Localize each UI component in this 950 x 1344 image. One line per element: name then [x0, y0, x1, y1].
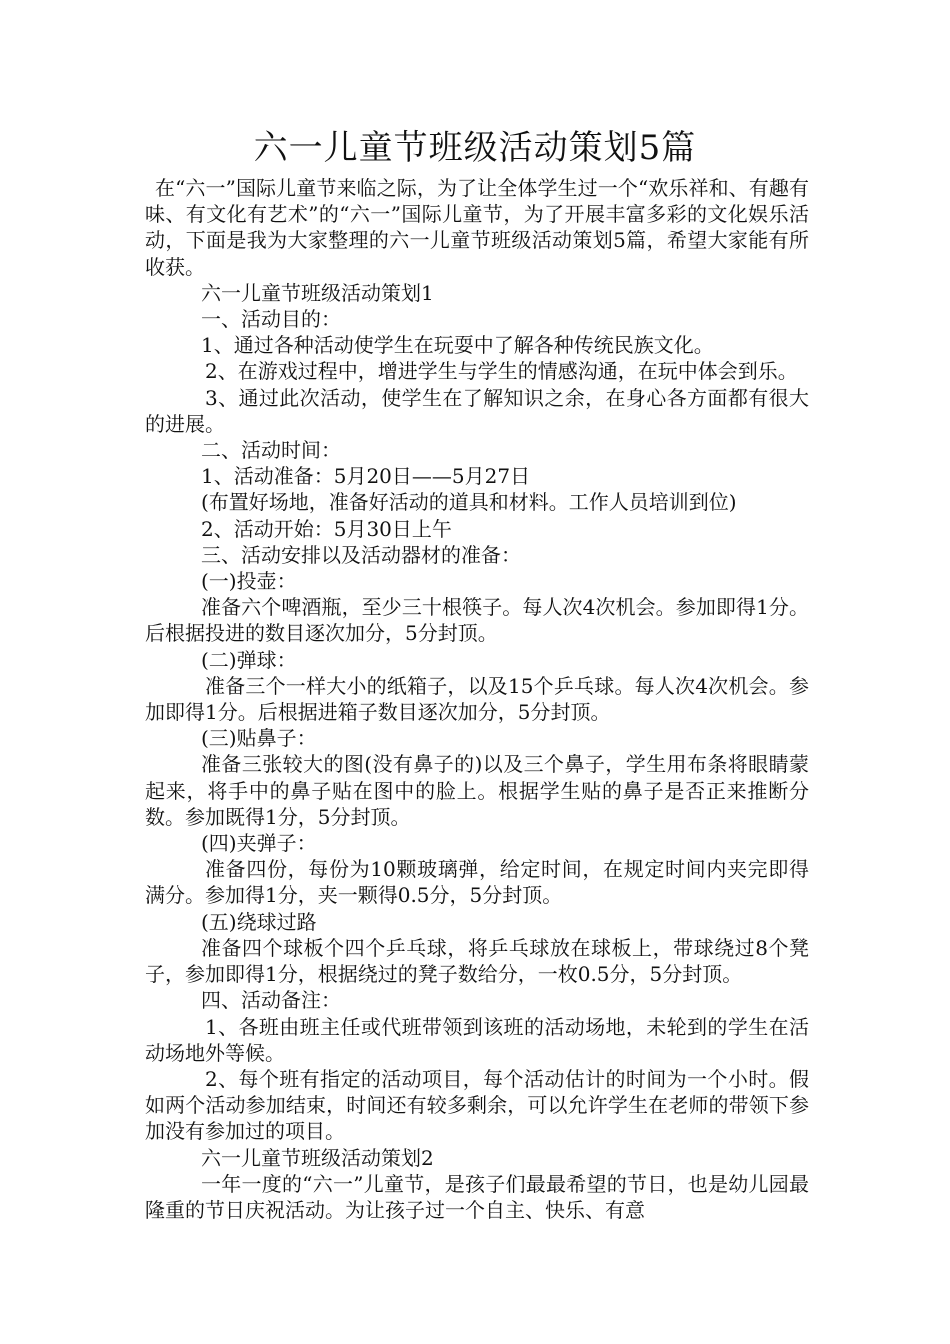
document-title: 六一儿童节班级活动策划5篇	[253, 128, 697, 168]
purpose-item-1: 1、通过各种活动使学生在玩耍中了解各种传统民族文化。	[201, 333, 714, 358]
section-heading-plan-2: 六一儿童节班级活动策划2	[201, 1145, 434, 1170]
jiadanzi-description: 准备四份，每份为10颗玻璃弹，给定时间，在规定时间内夹完即得满分。参加得1分，夹一颗得0.5分，5分封顶。	[145, 857, 809, 908]
subheading-jiadanzi: (四)夹弹子：	[201, 831, 317, 856]
purpose-item-2: 2、在游戏过程中，增进学生与学生的情感沟通，在玩中体会到乐。	[205, 359, 798, 384]
plan-2-intro: 一年一度的“六一”儿童节，是孩子们最最希望的节日，也是幼儿园最隆重的节日庆祝活动。为让孩子过一个自主、快乐、有意	[145, 1171, 809, 1222]
touhu-description: 准备六个啤酒瓶，至少三十根筷子。每人次4次机会。参加即得1分。后根据投进的数目逐次加分，5分封顶。	[145, 595, 809, 646]
document-body	[145, 175, 809, 1223]
subheading-touhu: (一)投壶：	[201, 569, 297, 594]
subheading-tiebizi: (三)贴鼻子：	[201, 726, 317, 751]
section-heading-plan-1: 六一儿童节班级活动策划1	[201, 280, 434, 305]
heading-activity-purpose: 一、活动目的：	[201, 307, 341, 332]
notes-item-1: 1、各班由班主任或代班带领到该班的活动场地，未轮到的学生在活动场地外等候。	[145, 1014, 809, 1065]
heading-activity-time: 二、活动时间：	[201, 438, 341, 463]
notes-item-2: 2、每个班有指定的活动项目，每个活动估计的时间为一个小时。假如两个活动参加结束，时间还有较多剩余，可以允许学生在老师的带领下参加没有参加过的项目。	[145, 1066, 809, 1144]
subheading-raoqiu: (五)绕球过路	[201, 909, 317, 934]
time-item-start: 2、活动开始：5月30日上午	[201, 516, 452, 541]
tiebizi-description: 准备三张较大的图(没有鼻子的)以及三个鼻子，学生用布条将眼睛蒙起来，将手中的鼻子贴在图中的脸上。根据学生贴的鼻子是否正来推断分数。参加既得1分，5分封顶。	[145, 752, 809, 829]
purpose-item-3: 3、通过此次活动，使学生在了解知识之余，在身心各方面都有很大的进展。	[145, 385, 809, 436]
heading-activity-notes: 四、活动备注：	[201, 988, 341, 1013]
time-item-preparation-note: (布置好场地，准备好活动的道具和材料。工作人员培训到位)	[201, 490, 737, 515]
heading-activity-arrangement: 三、活动安排以及活动器材的准备：	[201, 542, 521, 567]
intro-paragraph: 在“六一”国际儿童节来临之际，为了让全体学生过一个“欢乐祥和、有趣有味、有文化有艺术”的“六一”国际儿童节，为了开展丰富多彩的文化娱乐活动，下面是我为大家整理的六一儿童节班级活动策划5篇，希望大家能有所收获。	[145, 176, 809, 279]
time-item-preparation: 1、活动准备：5月20日——5月27日	[201, 464, 531, 489]
tanqiu-description: 准备三个一样大小的纸箱子，以及15个乒乓球。每人次4次机会。参加即得1分。后根据进箱子数目逐次加分，5分封顶。	[145, 673, 809, 725]
raoqiu-description: 准备四个球板个四个乒乓球，将乒乓球放在球板上，带球绕过8个凳子，参加即得1分，根据绕过的凳子数给分，一枚0.5分，5分封顶。	[145, 935, 809, 987]
subheading-tanqiu: (二)弹球：	[201, 647, 297, 672]
